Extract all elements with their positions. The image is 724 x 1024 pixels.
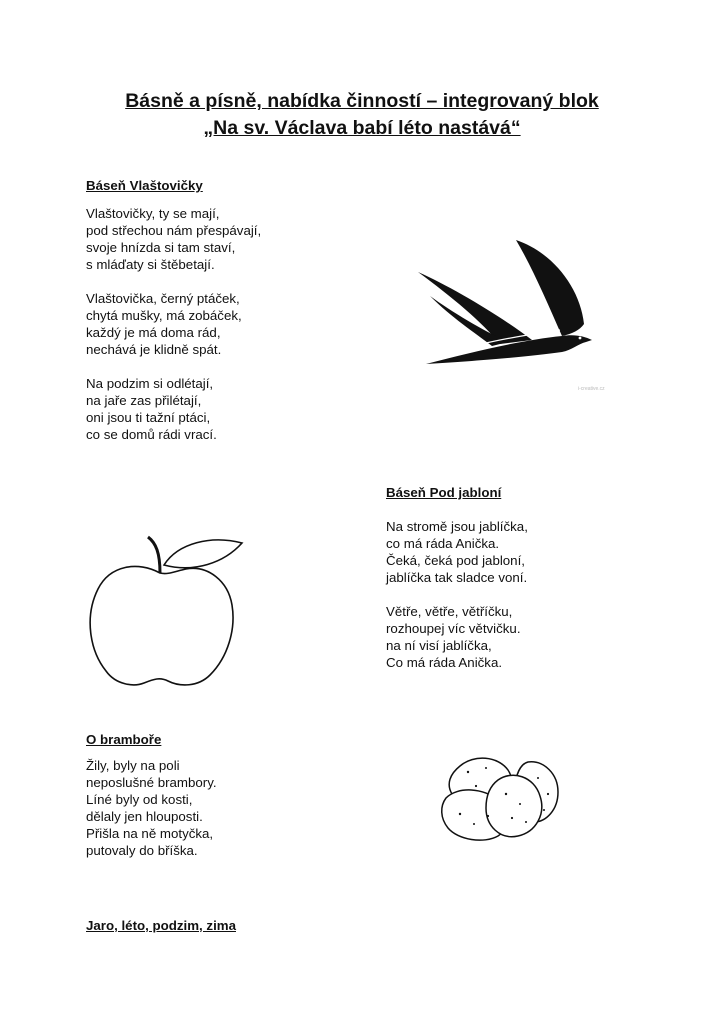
verse-line: Vlaštovička, černý ptáček, <box>86 291 240 306</box>
poem-swallows-stanza-2 <box>86 290 242 358</box>
verse-line: rozhoupej víc větvičku. <box>386 621 521 636</box>
verse-line: Přišla na ně motyčka, <box>86 826 214 841</box>
poem-swallows-heading: Báseň Vlaštovičky <box>86 178 203 193</box>
verse-line: oni jsou ti tažní ptáci, <box>86 410 211 425</box>
verse-line: Líné byly od kosti, <box>86 792 193 807</box>
verse-line: jablíčka tak sladce voní. <box>386 570 528 585</box>
verse-line: Co má ráda Anička. <box>386 655 503 670</box>
verse-line: co se domů rádi vrací. <box>86 427 217 442</box>
potato-4 <box>486 775 542 836</box>
poem-swallows-stanza-1 <box>86 205 261 273</box>
poem-swallows-stanza-3 <box>86 375 217 443</box>
poem-apple-tree-stanza-1 <box>386 518 528 586</box>
verse-line: na jaře zas přilétají, <box>86 393 202 408</box>
swallow-drawing <box>412 232 602 372</box>
apple-stem <box>148 537 160 573</box>
image-credit: i-creative.cz <box>578 386 605 392</box>
section-seasons-heading: Jaro, léto, podzim, zima <box>86 918 236 933</box>
verse-line: neposlušné brambory. <box>86 775 217 790</box>
verse-line: Na podzim si odlétají, <box>86 376 214 391</box>
verse-line: Žily, byly na poli <box>86 758 180 773</box>
document-title <box>0 88 724 142</box>
verse-line: pod střechou nám přespávají, <box>86 223 262 238</box>
verse-line: svoje hnízda si tam staví, <box>86 240 236 255</box>
verse-line: s mláďaty si štěbetají. <box>86 257 215 272</box>
apple-leaf <box>164 540 242 568</box>
title-line-1: Básně a písně, nabídka činností – integrovaný blok <box>125 90 599 112</box>
title-line-2: „Na sv. Václava babí léto nastává“ <box>203 117 521 139</box>
verse-line: Větře, větře, větříčku, <box>386 604 513 619</box>
verse-line: co má ráda Anička. <box>386 536 500 551</box>
swallow-eye <box>579 337 582 340</box>
apple-outline-drawing <box>86 533 248 693</box>
verse-line: nechává je klidně spát. <box>86 342 222 357</box>
apple-body <box>90 566 233 684</box>
swallow-wing <box>516 240 584 336</box>
verse-line: putovaly do bříška. <box>86 843 198 858</box>
verse-line: na ní visí jablíčka, <box>386 638 492 653</box>
verse-line: dělaly jen hlouposti. <box>86 809 203 824</box>
verse-line: Na stromě jsou jablíčka, <box>386 519 528 534</box>
verse-line: Vlaštovičky, ty se mají, <box>86 206 220 221</box>
verse-line: chytá mušky, má zobáček, <box>86 308 242 323</box>
verse-line: Čeká, čeká pod jabloní, <box>386 553 525 568</box>
poem-apple-tree-heading: Báseň Pod jabloní <box>386 485 502 500</box>
poem-potato-stanza-1 <box>86 757 217 859</box>
poem-apple-tree-stanza-2 <box>386 603 521 671</box>
poem-potato-heading: O bramboře <box>86 732 162 747</box>
potatoes-drawing <box>440 752 562 844</box>
verse-line: každý je má doma rád, <box>86 325 221 340</box>
